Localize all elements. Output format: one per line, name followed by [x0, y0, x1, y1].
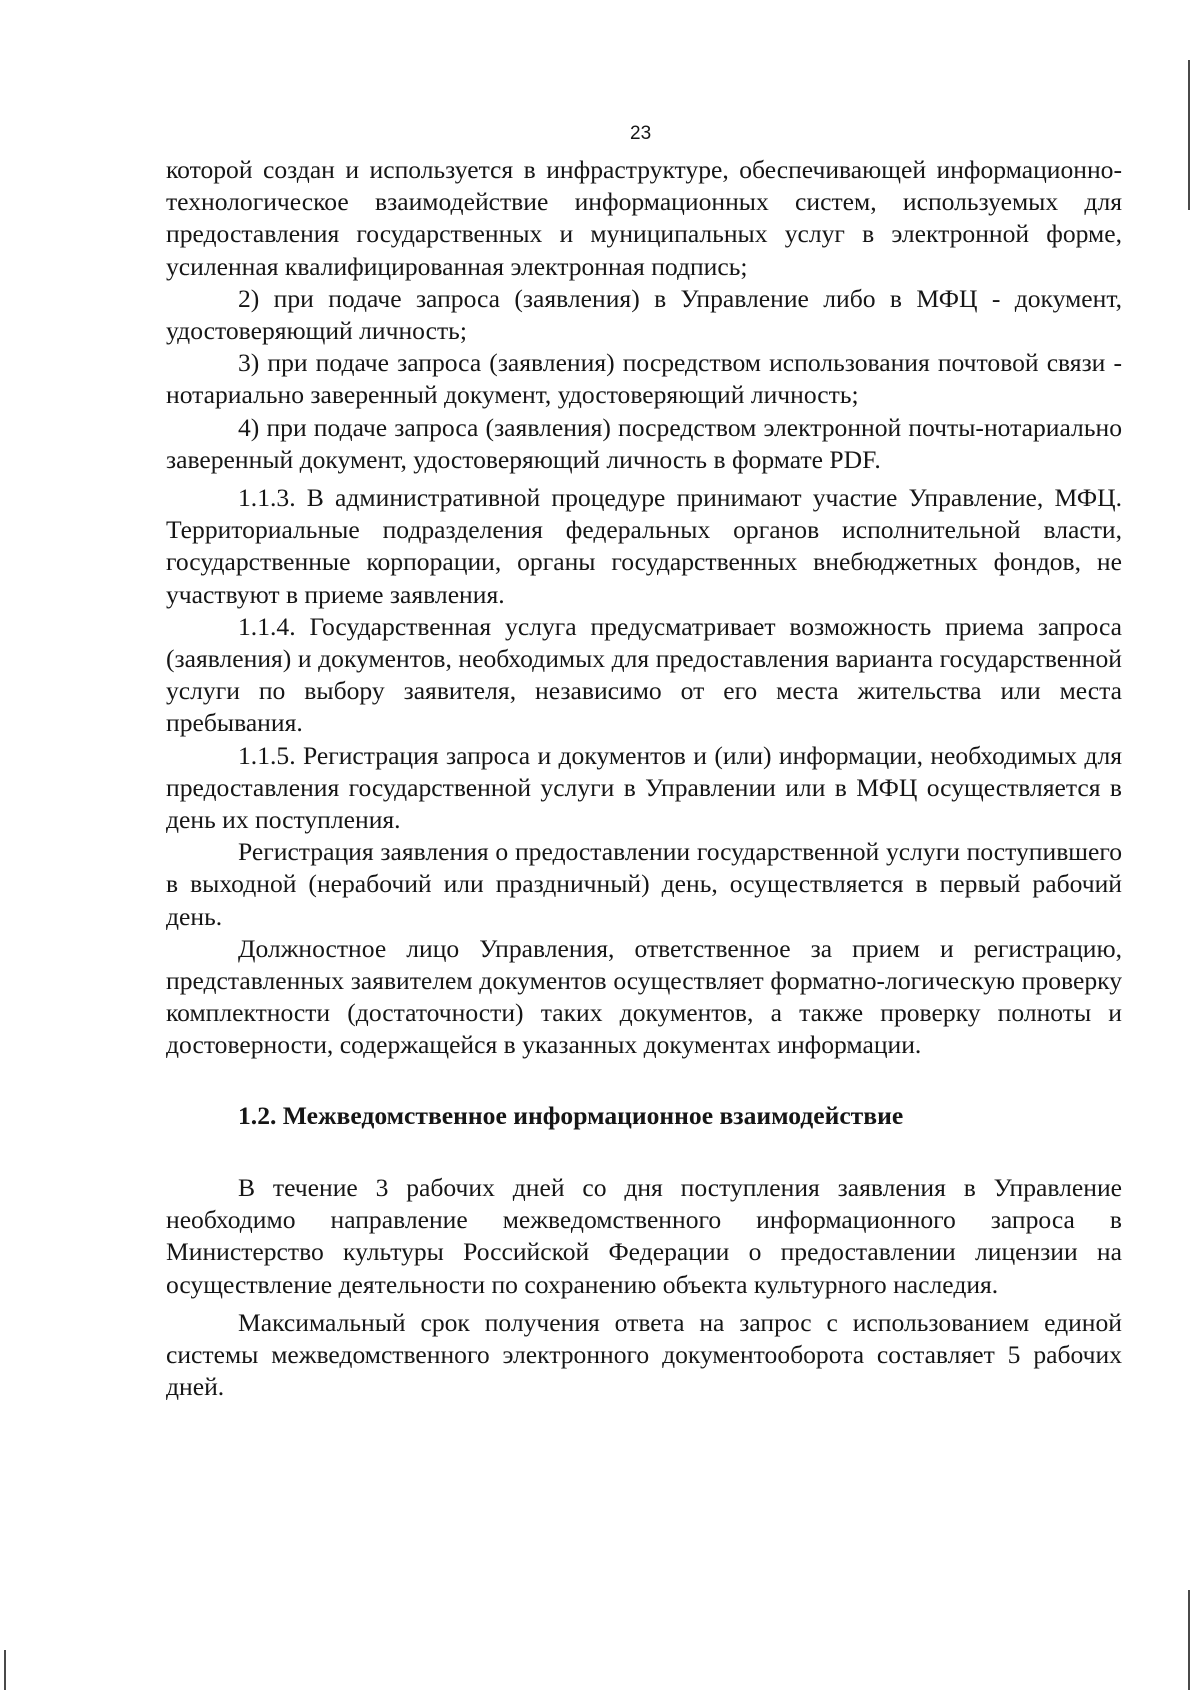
list-item-4: 4) при подаче запроса (заявления) посредством электронной почты-нотариально заверенный документ, удостоверяющий личность в формате PDF. — [166, 412, 1122, 474]
clause-1-1-5: 1.1.5. Регистрация запроса и документов и (или) информации, необходимых для предоставления государственной услуги в Управлении или в МФЦ осуществляется в день их поступления. — [166, 740, 1122, 835]
scan-edge-line-bottom-left — [4, 1650, 6, 1690]
paragraph-response-deadline: Максимальный срок получения ответа на запрос с использованием единой системы межведомственного электронного документооборота составляет 5 рабочих дней. — [166, 1307, 1122, 1402]
paragraph-official-check: Должностное лицо Управления, ответственное за прием и регистрацию, представленных заявителем документов осуществляет форматно-логическую проверку комплектности (достаточности) таких документов, а также проверку полноты и достоверности, содержащейся в указанных документах информации. — [166, 933, 1122, 1060]
document-body — [166, 154, 1122, 1403]
list-item-2: 2) при подаче запроса (заявления) в Управление либо в МФЦ - документ, удостоверяющий личность; — [166, 283, 1122, 346]
scan-edge-line-right — [1188, 60, 1190, 210]
scan-edge-line-bottom-right — [1188, 1590, 1190, 1690]
list-item-3: 3) при подаче запроса (заявления) посредством использования почтовой связи - нотариально заверенный документ, удостоверяющий личность; — [166, 348, 1122, 410]
clause-1-1-3: 1.1.3. В административной процедуре принимают участие Управление, МФЦ. Территориальные подразделения федеральных органов исполнительной власти, государственные корпорации, органы государственных внебюджетных фондов, не участвуют в приеме заявления. — [166, 483, 1122, 609]
clause-1-1-4: 1.1.4. Государственная услуга предусматривает возможность приема запроса (заявления) и документов, необходимых для предоставления варианта государственной услуги по выбору заявителя, независимо от его места жительства или места пребывания. — [166, 611, 1122, 738]
paragraph-interagency-request: В течение 3 рабочих дней со дня поступления заявления в Управление необходимо направление межведомственного информационного запроса в Министерство культуры Российской Федерации о предоставлении лицензии на осуществление деятельности по сохранению объекта культурного наследия. — [166, 1172, 1122, 1299]
paragraph-continuation: которой создан и используется в инфраструктуре, обеспечивающей информационно-технологическое взаимодействие информационных систем, используемых для предоставления государственных и муниципальных услуг в электронной форме, усиленная квалифицированная электронная подпись; — [166, 155, 1122, 281]
section-heading: 1.2. Межведомственное информационное взаимодействие — [238, 1100, 904, 1130]
paragraph-registration: Регистрация заявления о предоставлении государственной услуги поступившего в выходной (нерабочий или праздничный) день, осуществляется в первый рабочий день. — [166, 837, 1122, 931]
page-number: 23 — [630, 123, 652, 144]
